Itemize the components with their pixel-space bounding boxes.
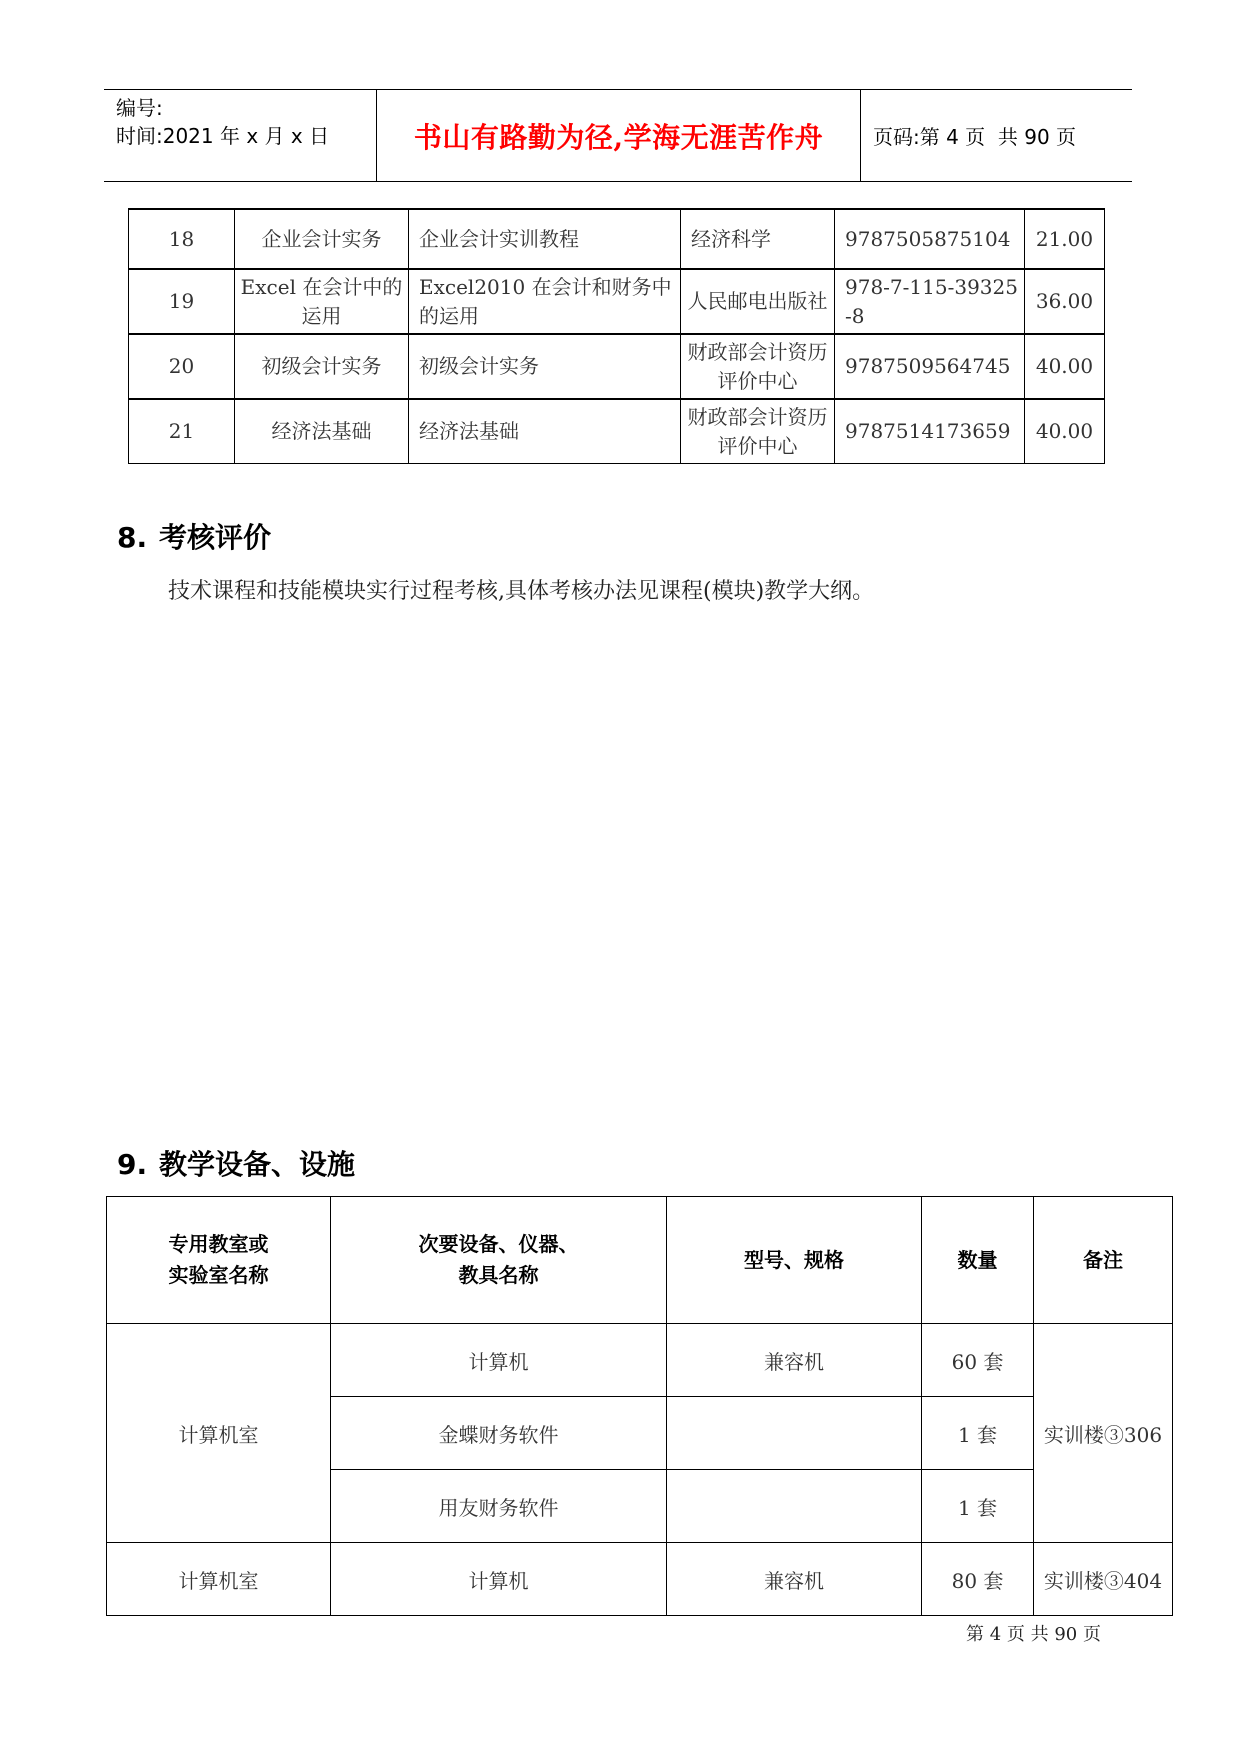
book-course: 初级会计实务 (235, 334, 409, 399)
device-name: 用友财务软件 (331, 1470, 667, 1543)
time-label: 时间:2021 年 x 月 x 日 (116, 124, 330, 148)
room-note: 实训楼③306 (1034, 1324, 1173, 1543)
equipment-table (106, 1196, 1173, 1616)
book-price: 36.00 (1025, 269, 1105, 334)
book-publisher: 财政部会计资历评价中心 (681, 399, 835, 464)
book-no: 21 (129, 399, 235, 464)
section-9-heading (117, 1143, 355, 1183)
book-no: 19 (129, 269, 235, 334)
header-note: 备注 (1034, 1197, 1173, 1324)
book-course: 经济法基础 (235, 399, 409, 464)
table-row (129, 399, 1105, 464)
table-row (129, 334, 1105, 399)
device-qty: 60 套 (922, 1324, 1034, 1397)
book-title: 初级会计实务 (409, 334, 681, 399)
header-qty: 数量 (922, 1197, 1034, 1324)
device-name: 金蝶财务软件 (331, 1397, 667, 1470)
section-title: 教学设备、设施 (159, 1148, 356, 1181)
table-header-row (107, 1197, 1173, 1324)
book-isbn: 978-7-115-39325-8 (835, 269, 1025, 334)
device-model: 兼容机 (667, 1324, 922, 1397)
device-model: 兼容机 (667, 1543, 922, 1616)
book-no: 20 (129, 334, 235, 399)
book-isbn: 9787505875104 (835, 209, 1025, 269)
header-device (331, 1197, 667, 1324)
header-room-line2: 实验室名称 (168, 1263, 269, 1287)
book-price: 21.00 (1025, 209, 1105, 269)
table-row (129, 209, 1105, 269)
header-page-info (861, 90, 1132, 181)
device-qty: 80 套 (922, 1543, 1034, 1616)
book-price: 40.00 (1025, 334, 1105, 399)
header-motto: 书山有路勤为径,学海无涯苦作舟 (377, 90, 861, 181)
table-row (129, 269, 1105, 334)
room-note: 实训楼③404 (1034, 1543, 1173, 1616)
book-title: 经济法基础 (409, 399, 681, 464)
section-8-heading (117, 516, 271, 556)
book-isbn: 9787509564745 (835, 334, 1025, 399)
page-header (104, 89, 1132, 182)
header-meta (104, 90, 377, 181)
book-title: 企业会计实训教程 (409, 209, 681, 269)
book-no: 18 (129, 209, 235, 269)
device-qty: 1 套 (922, 1470, 1034, 1543)
device-name: 计算机 (331, 1324, 667, 1397)
room-name: 计算机室 (107, 1324, 331, 1543)
header-room-line1: 专用教室或 (168, 1232, 269, 1256)
section-number: 9. (117, 1148, 148, 1181)
table-row (107, 1543, 1173, 1616)
book-course: 企业会计实务 (235, 209, 409, 269)
room-name: 计算机室 (107, 1543, 331, 1616)
page-info-text: 页码:第 4 页 共 90 页 (873, 125, 1077, 149)
assessment-paragraph: 技术课程和技能模块实行过程考核,具体考核办法见课程(模块)教学大纲。 (168, 579, 875, 604)
table-row (107, 1324, 1173, 1397)
book-isbn: 9787514173659 (835, 399, 1025, 464)
device-qty: 1 套 (922, 1397, 1034, 1470)
book-publisher: 财政部会计资历评价中心 (681, 334, 835, 399)
header-model: 型号、规格 (667, 1197, 922, 1324)
section-number: 8. (117, 521, 148, 554)
book-publisher: 经济科学 (681, 209, 835, 269)
header-device-line2: 教具名称 (458, 1263, 539, 1287)
page-footer: 第 4 页 共 90 页 (966, 1624, 1101, 1645)
header-device-line1: 次要设备、仪器、 (418, 1232, 579, 1256)
header-room (107, 1197, 331, 1324)
book-price: 40.00 (1025, 399, 1105, 464)
book-course: Excel 在会计中的运用 (235, 269, 409, 334)
device-name: 计算机 (331, 1543, 667, 1616)
section-title: 考核评价 (159, 521, 272, 554)
device-model (667, 1470, 922, 1543)
book-publisher: 人民邮电出版社 (681, 269, 835, 334)
device-model (667, 1397, 922, 1470)
serial-label: 编号: (116, 96, 163, 120)
book-title: Excel2010 在会计和财务中的运用 (409, 269, 681, 334)
textbook-table (128, 208, 1105, 464)
